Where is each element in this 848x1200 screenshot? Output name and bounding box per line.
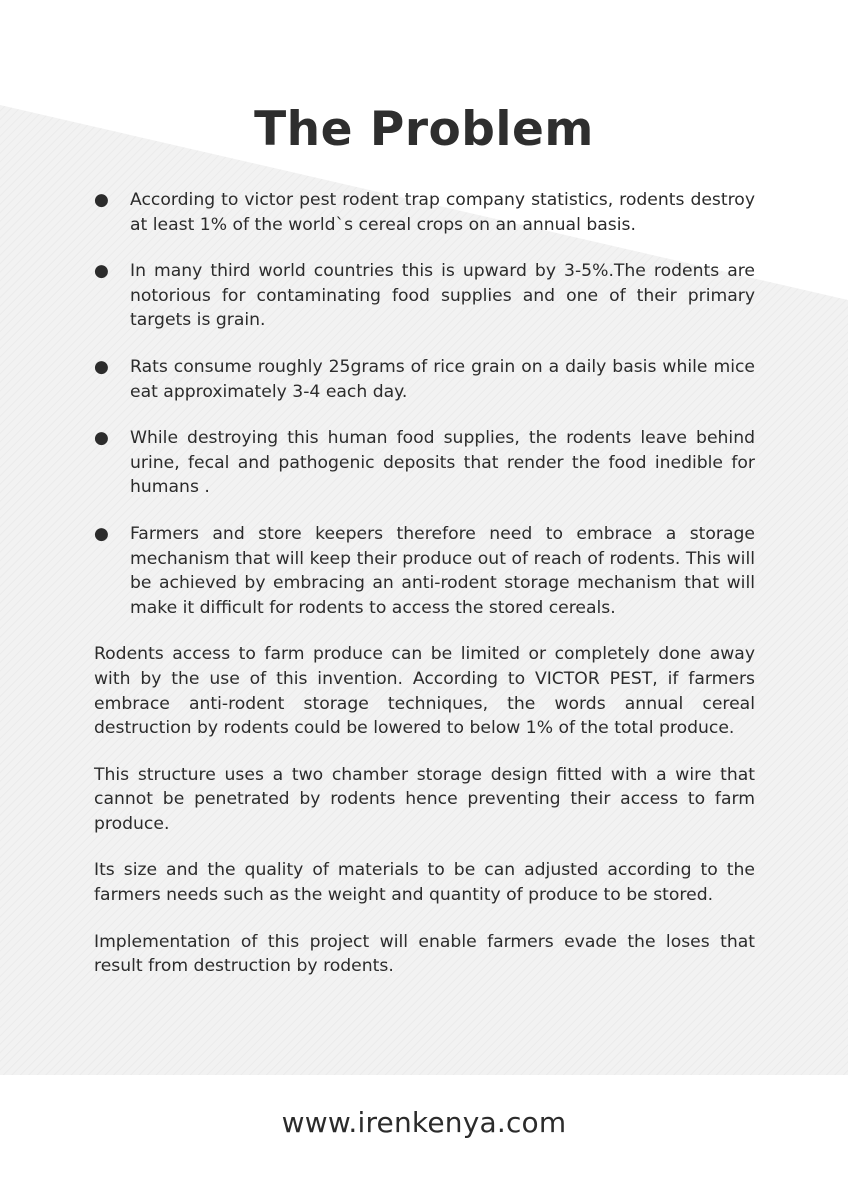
paragraph-implementation: Implementation of this project will enable farmers evade the loses that result from destruction by rodents. xyxy=(94,931,755,977)
website-link[interactable]: www.irenkenya.com xyxy=(281,1106,567,1139)
list-item xyxy=(94,522,755,620)
list-item-text: Farmers and store keepers therefore need to embrace a storage mechanism that will keep their produce out of reach of rodents. This will be achieved by embracing an anti-rodent storage mechanism that will make it difficult for rodents to access the stored cereals. xyxy=(130,523,755,618)
paragraph-structure: This structure uses a two chamber storage design fitted with a wire that cannot be penetrated by rodents hence preventing their access to farm produce. xyxy=(94,764,755,834)
list-item-text: Rats consume roughly 25grams of rice grain on a daily basis while mice eat approximately 3-4 each day. xyxy=(130,356,755,402)
main-content xyxy=(94,188,755,1001)
bullet-icon: ● xyxy=(94,190,109,210)
list-item xyxy=(94,259,755,333)
paragraph-solution: Rodents access to farm produce can be limited or completely done away with by the use of this invention. According to VICTOR PEST, if farmers embrace anti-rodent storage techniques, the words annual cereal destruction by rodents could be lowered to below 1% of the total produce. xyxy=(94,644,755,739)
bullet-icon: ● xyxy=(94,428,109,449)
bullet-icon: ● xyxy=(94,523,109,544)
list-item xyxy=(94,426,755,500)
list-item xyxy=(94,188,755,237)
bullet-icon: ● xyxy=(94,261,109,282)
bullet-icon: ● xyxy=(94,356,109,377)
list-item-text: While destroying this human food supplies, the rodents leave behind urine, fecal and pathogenic deposits that render the food inedible for humans . xyxy=(130,428,755,498)
list-item xyxy=(94,355,755,404)
problem-bullet-list xyxy=(94,188,755,620)
list-item-text: According to victor pest rodent trap company statistics, rodents destroy at least 1% of the world`s cereal crops on an annual basis. xyxy=(130,190,755,235)
paragraph-size: Its size and the quality of materials to be can adjusted according to the farmers needs such as the weight and quantity of produce to be stored. xyxy=(94,860,755,906)
page-title: The Problem xyxy=(254,102,594,157)
list-item-text: In many third world countries this is upward by 3-5%.The rodents are notorious for contaminating food supplies and one of their primary targets is grain. xyxy=(130,261,755,331)
